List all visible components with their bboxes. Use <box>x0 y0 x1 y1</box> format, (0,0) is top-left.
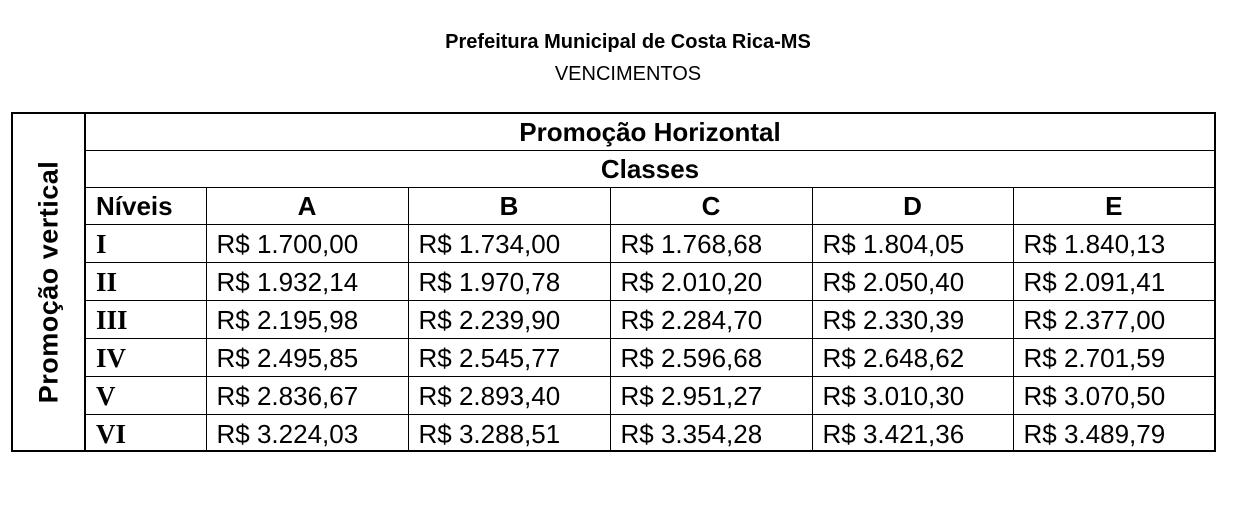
value-cell: R$ 2.836,67 <box>206 377 408 415</box>
value-cell: R$ 3.224,03 <box>206 415 408 453</box>
horizontal-promotion-row <box>86 114 1214 151</box>
table-row <box>86 339 1214 377</box>
value-cell: R$ 1.970,78 <box>408 263 610 301</box>
value-cell: R$ 2.377,00 <box>1013 301 1214 339</box>
value-cell: R$ 3.288,51 <box>408 415 610 453</box>
table-row <box>86 225 1214 263</box>
column-header-c: C <box>610 188 812 225</box>
value-cell: R$ 1.768,68 <box>610 225 812 263</box>
level-cell: IV <box>86 339 206 377</box>
table-row <box>86 415 1214 453</box>
value-cell: R$ 2.545,77 <box>408 339 610 377</box>
column-header-b: B <box>408 188 610 225</box>
value-cell: R$ 1.734,00 <box>408 225 610 263</box>
value-cell: R$ 2.050,40 <box>812 263 1013 301</box>
value-cell: R$ 3.421,36 <box>812 415 1013 453</box>
value-cell: R$ 3.489,79 <box>1013 415 1214 453</box>
salary-table <box>11 112 1216 452</box>
level-cell: I <box>86 225 206 263</box>
value-cell: R$ 2.239,90 <box>408 301 610 339</box>
value-cell: R$ 2.648,62 <box>812 339 1013 377</box>
level-cell: II <box>86 263 206 301</box>
value-cell: R$ 2.951,27 <box>610 377 812 415</box>
level-cell: III <box>86 301 206 339</box>
value-cell: R$ 2.284,70 <box>610 301 812 339</box>
salary-grid <box>86 114 1214 452</box>
document-subtitle: VENCIMENTOS <box>554 63 702 85</box>
level-cell: V <box>86 377 206 415</box>
classes-label: Classes <box>86 151 1214 188</box>
value-cell: R$ 1.932,14 <box>206 263 408 301</box>
horizontal-promotion-label: Promoção Horizontal <box>86 114 1214 151</box>
value-cell: R$ 1.840,13 <box>1013 225 1214 263</box>
vertical-promotion-label: Promoção vertical <box>33 160 64 404</box>
value-cell: R$ 2.495,85 <box>206 339 408 377</box>
document-title: Prefeitura Municipal de Costa Rica-MS <box>445 31 811 53</box>
table-row <box>86 301 1214 339</box>
value-cell: R$ 3.070,50 <box>1013 377 1214 415</box>
value-cell: R$ 3.010,30 <box>812 377 1013 415</box>
table-row <box>86 377 1214 415</box>
value-cell: R$ 1.804,05 <box>812 225 1013 263</box>
column-header-row <box>86 188 1214 225</box>
value-cell: R$ 1.700,00 <box>206 225 408 263</box>
table-row <box>86 263 1214 301</box>
classes-row <box>86 151 1214 188</box>
column-header-d: D <box>812 188 1013 225</box>
value-cell: R$ 2.596,68 <box>610 339 812 377</box>
vertical-promotion-cell <box>13 114 86 450</box>
value-cell: R$ 2.701,59 <box>1013 339 1214 377</box>
level-cell: VI <box>86 415 206 453</box>
value-cell: R$ 2.010,20 <box>610 263 812 301</box>
value-cell: R$ 2.330,39 <box>812 301 1013 339</box>
value-cell: R$ 3.354,28 <box>610 415 812 453</box>
levels-header: Níveis <box>86 188 206 225</box>
column-header-e: E <box>1013 188 1214 225</box>
value-cell: R$ 2.893,40 <box>408 377 610 415</box>
value-cell: R$ 2.091,41 <box>1013 263 1214 301</box>
value-cell: R$ 2.195,98 <box>206 301 408 339</box>
column-header-a: A <box>206 188 408 225</box>
